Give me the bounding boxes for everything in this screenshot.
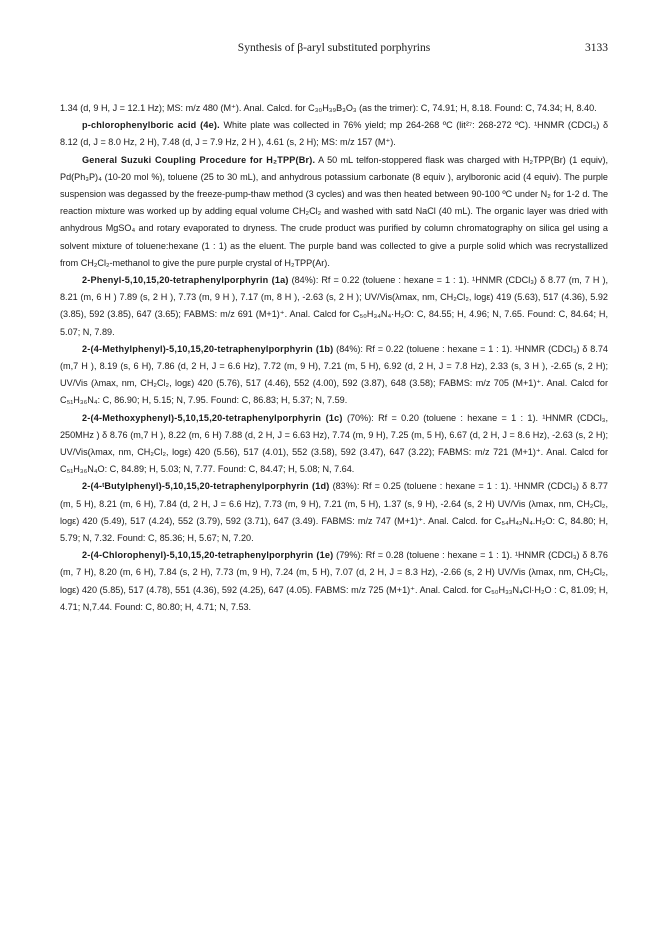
compound-heading: 2-Phenyl-5,10,15,20-tetraphenylporphyrin (1a) <box>82 275 289 286</box>
paragraph-text: (84%): Rf = 0.22 (toluene : hexane = 1 : 1). ¹HNMR (CDCl₃) δ 8.77 (m, 7 H ), 8.21 (m, 6 H ) 7.89 (s, 2 H ), 7.73 (m, 9 H ), 7.17 (m, 8 H ), -2.63 (s, 2 H ); UV/Vis(λmax, nm, CH₂Cl₂, logε) 419 (5.63), 517 (4.36), 5.92 (3.85), 592 (3.85), 647 (3.65); FABMS: m/z 691 (M+1)⁺. Anal. Calcd for C₅₀H₃₄N₄·H₂O: C, 84.55; H, 4.96; N, 7.65. Found: C, 84.64; H, 5.07; N, 7.89. <box>60 275 609 337</box>
compound-heading: 2-(4-Chlorophenyl)-5,10,15,20-tetraphenylporphyrin (1e) <box>82 550 334 561</box>
paragraph-1c <box>60 410 608 479</box>
paragraph-text: (83%): Rf = 0.25 (toluene : hexane = 1 : 1). ¹HNMR (CDCl₃) δ 8.77 (m, 5 H), 8.21 (m, 6 H), 7.84 (d, 2 H, J = 6.6 Hz), 7.73 (m, 9 H), 7.21 (m, 5 H), 1.37 (s, 9 H), -2.64 (s, 2 H) UV/Vis (λmax, nm, CH₂Cl₂, logε) 420 (5.49), 517 (4.24), 552 (3.79), 592 (3.71), 647 (3.49). FABMS: m/z 747 (M+1)⁺. Anal. Calcd. for C₅₄H₄₂N₄.H₂O: C, 84.80; H, 5.79; N, 7.32. Found: C, 85.36; H, 5.67; N, 7.20. <box>60 481 608 544</box>
paragraph-text: 1.34 (d, 9 H, J = 12.1 Hz); MS: m/z 480 (M⁺). Anal. Calcd. for C₃₀H₃₉B₃O₃ (as the trimer): C, 74.91; H, 8.18. Found: C, 74.34; H, 8.40. <box>60 103 597 113</box>
compound-heading: 2-(4-Methylphenyl)-5,10,15,20-tetraphenylporphyrin (1b) <box>82 343 334 354</box>
paragraph-text: (84%): Rf = 0.22 (toluene : hexane = 1 : 1). ¹HNMR (CDCl₃) δ 8.74 (m,7 H ), 8.19 (s, 6 H), 7.86 (d, 2 H, J = 6.6 Hz), 7.72 (m, 9 H), 7.21 (m, 5 H), 6.92 (d, 2 H, J = 7.8 Hz), 2.33 (s, 3 H ), -2.65 (s, 2 H); UV/Vis (λmax, nm, CH₂Cl₂, logε) 420 (5.76), 517 (4.46), 552 (4.00), 592 (3.87), 648 (3.58); FABMS: m/z 705 (M+1)⁺. Anal. Calcd for C₅₁H₃₆N₄: C, 86.90; H, 5.15; N, 7.95. Found: C, 86.83; H, 5.37; N, 7.59. <box>60 343 608 406</box>
paragraph-general-procedure <box>60 152 608 272</box>
page-number: 3133 <box>585 42 608 54</box>
paragraph-1e <box>60 547 608 616</box>
paragraph-text: White plate was collected in 76% yield; mp 264-268 ºC (lit²⁷: 268-272 ºC). ¹HNMR (CDCl₃) δ 8.12 (d, J = 8.0 Hz, 2 H), 7.48 (d, J = 7.9 Hz, 2 H ), 4.61 (s, 2 H); MS: m/z 157 (M⁺). <box>60 120 609 148</box>
paragraph-text: (70%): Rf = 0.20 (toluene : hexane = 1 : 1). ¹HNMR (CDCl₃, 250MHz ) δ 8.76 (m,7 H ), 8.22 (m, 6 H) 7.88 (d, 2 H, J = 6.63 Hz), 7.74 (m, 9 H), 7.25 (m, 5 H), 6.67 (d, 2 H, J = 8.6 Hz), -2.63 (s, 2 H); UV/Vis(λmax, nm, CH₂Cl₂, logε) 420 (5.56), 517 (4.01), 552 (3.58), 592 (3.47), 647 (3.22); FABMS: m/z 721 (M+1)⁺. Anal. Calcd for C₅₁H₃₆N₄O: C, 84.89; H, 5.03; N, 7.77. Found: C, 84.47; H, 5.08; N, 7.64. <box>60 412 608 475</box>
paragraph-1a <box>60 272 608 341</box>
compound-heading: 2-(4-Methoxyphenyl)-5,10,15,20-tetraphenylporphyrin (1c) <box>82 412 343 423</box>
paragraph-4e <box>60 117 608 151</box>
running-title: Synthesis of β-aryl substituted porphyrins <box>237 42 431 54</box>
paragraph-text: (79%): Rf = 0.28 (toluene : hexane = 1 : 1). ¹HNMR (CDCl₃) δ 8.76 (m, 7 H), 8.20 (m, 6 H), 7.84 (s, 2 H), 7.73 (m, 9 H), 7.24 (m, 5 H), 7.07 (d, 2 H, J = 8.3 Hz), -2.66 (s, 2 H) UV/Vis (λmax, nm, CH₂Cl₂, logε) 420 (5.85), 517 (4.78), 551 (4.36), 592 (4.25), 647 (4.05). FABMS: m/z 725 (M+1)⁺. Anal. Calcd. for C₅₀H₃₃N₄Cl·H₂O : C, 81.09; H, 4.71; N,7.44. Found: C, 80.80; H, 4.71; N, 7.53. <box>60 550 608 612</box>
compound-heading: 2-(4-ᵗButylphenyl)-5,10,15,20-tetraphenylporphyrin (1d) <box>82 481 330 492</box>
paragraph-1d <box>60 478 608 547</box>
article-body <box>60 100 608 616</box>
paragraph-text: A 50 mL telfon-stoppered flask was charged with H₂TPP(Br) (1 equiv), Pd(Ph₃P)₄ (10-20 mol %), toluene (25 to 30 mL), and anhydrous potassium carbonate (8 equiv ), arylboronic acid (4 equiv). The purple suspension was degassed by the freeze-pump-thaw method (3 cycles) and was then heated between 90-100 ºC under N₂ for 1-2 d. The reaction mixture was worked up by adding equal volume CH₂Cl₂ and washed with satd NaCl (40 mL). The organic layer was dried with anhydrous MgSO₄ and rotary evaporated to dryness. The crude product was purified by column chromatography on silica gel using a solvent mixture of toluene:hexane (1 : 1) as the eluent. The purple band was collected to give a purple solid which was recrystallized from CH₂Cl₂-methanol to give the pure purple crystal of H₂TPP(Ar). <box>60 154 608 268</box>
procedure-heading: General Suzuki Coupling Procedure for H₂TPP(Br). <box>82 154 316 165</box>
compound-heading: p-chlorophenylboric acid (4e). <box>82 120 220 131</box>
paragraph-1b <box>60 341 608 410</box>
running-header <box>60 42 608 58</box>
paragraph-continuation <box>60 100 608 117</box>
